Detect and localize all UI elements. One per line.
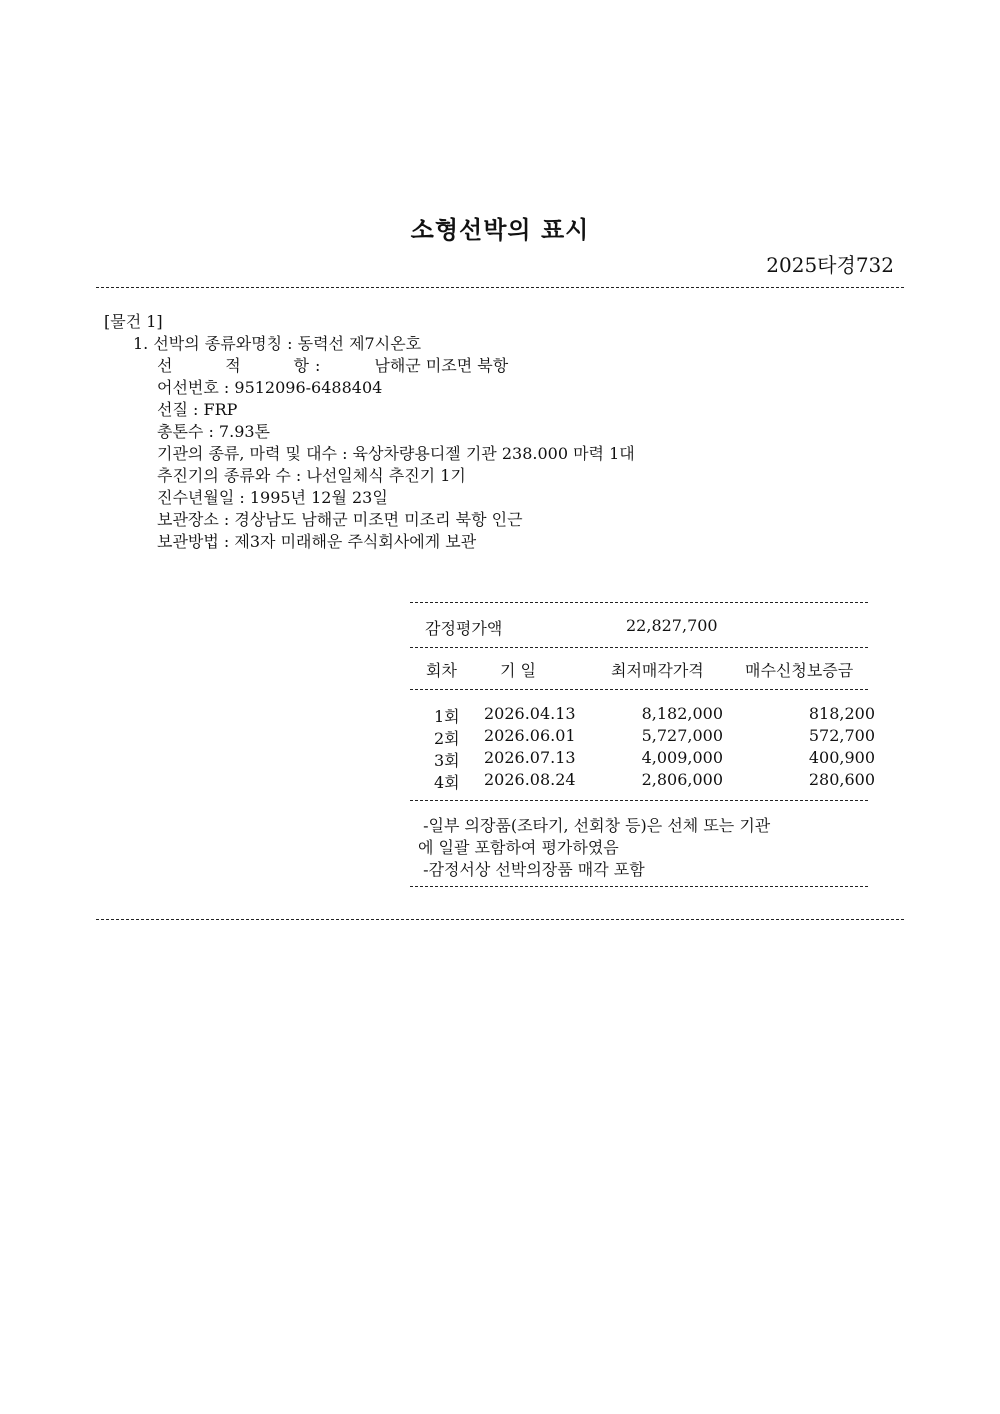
table-row-date: 2026.04.13 (484, 704, 576, 723)
table-row-date: 2026.08.24 (484, 770, 576, 789)
hull-material: 선질 : FRP (157, 400, 238, 419)
document-title: 소형선박의 표시 (410, 216, 590, 244)
home-port-label: 선 적 항 (157, 356, 309, 375)
table-row-min-price: 4,009,000 (641, 748, 723, 767)
launch-date: 진수년월일 : 1995년 12월 23일 (157, 488, 388, 507)
table-divider-3 (410, 689, 868, 690)
header-date: 기 일 (500, 661, 536, 680)
case-number: 2025타경732 (766, 253, 894, 277)
top-divider (96, 287, 904, 288)
table-row-min-price: 2,806,000 (641, 770, 723, 789)
table-row-round: 2회 (434, 729, 460, 748)
gross-tonnage: 총톤수 : 7.93톤 (157, 422, 271, 441)
header-deposit: 매수신청보증금 (745, 661, 854, 680)
table-divider-4 (410, 800, 868, 801)
fishing-vessel-number: 어선번호 : 9512096-6488404 (157, 378, 383, 397)
table-row-round: 1회 (434, 707, 460, 726)
header-min-price: 최저매각가격 (611, 661, 704, 680)
vessel-type-name: 1. 선박의 종류와명칭 : 동력선 제7시온호 (133, 334, 422, 353)
table-row-deposit: 818,200 (808, 704, 875, 723)
appraisal-value: 22,827,700 (626, 616, 718, 635)
appraisal-label: 감정평가액 (425, 619, 503, 638)
table-divider-bottom (410, 886, 868, 887)
bottom-divider (96, 919, 904, 920)
table-row-round: 4회 (434, 773, 460, 792)
home-port-row (157, 355, 508, 377)
propeller-info: 추진기의 종류와 수 : 나선일체식 추진기 1기 (157, 466, 466, 485)
table-row-min-price: 8,182,000 (641, 704, 723, 723)
table-row-round: 3회 (434, 751, 460, 770)
home-port-value: 남해군 미조면 북항 (374, 356, 509, 375)
table-divider-top (410, 602, 868, 603)
table-row-deposit: 400,900 (808, 748, 875, 767)
table-row-deposit: 572,700 (808, 726, 875, 745)
note-line: 에 일괄 포함하여 평가하였음 (418, 838, 619, 857)
table-divider-2 (410, 647, 868, 648)
table-row-date: 2026.07.13 (484, 748, 576, 767)
header-round: 회차 (426, 661, 457, 680)
note-line: -감정서상 선박의장품 매각 포함 (418, 860, 645, 879)
table-row-date: 2026.06.01 (484, 726, 576, 745)
storage-location: 보관장소 : 경상남도 남해군 미조면 미조리 북항 인근 (157, 510, 523, 529)
table-row-min-price: 5,727,000 (641, 726, 723, 745)
item-label: [물건 1] (104, 312, 163, 331)
home-port-colon: : (315, 356, 321, 375)
storage-method: 보관방법 : 제3자 미래해운 주식회사에게 보관 (157, 532, 477, 551)
engine-info: 기관의 종류, 마력 및 대수 : 육상차량용디젤 기관 238.000 마력 1대 (157, 444, 635, 463)
table-row-deposit: 280,600 (808, 770, 875, 789)
note-line: -일부 의장품(조타기, 선회창 등)은 선체 또는 기관 (418, 816, 771, 835)
